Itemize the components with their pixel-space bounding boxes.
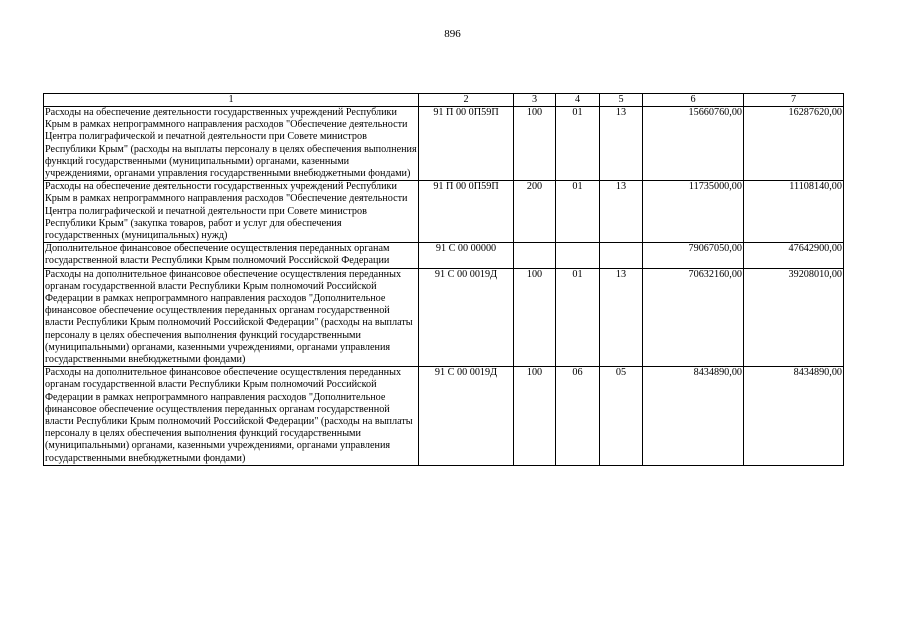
page-number: 896 [444, 28, 461, 40]
header-col-7: 7 [744, 94, 844, 107]
amount-col-6-cell: 70632160,00 [643, 268, 744, 367]
amount-col-7-cell: 39208010,00 [744, 268, 844, 367]
header-col-5: 5 [600, 94, 643, 107]
table-row [44, 181, 844, 243]
section-cell: 01 [556, 268, 600, 367]
header-col-4: 4 [556, 94, 600, 107]
subsection-cell: 13 [600, 181, 643, 243]
amount-col-7-cell: 16287620,00 [744, 107, 844, 181]
target-code-cell: 91 С 00 0019Д [419, 268, 514, 367]
table-row [44, 367, 844, 466]
budget-table [43, 93, 844, 466]
header-col-6: 6 [643, 94, 744, 107]
table-row [44, 268, 844, 367]
header-col-1: 1 [44, 94, 419, 107]
expense-name-cell: Расходы на обеспечение деятельности государственных учреждений Республики Крым в рамках непрограммного направления расходов "Обеспечение деятельности Центра полиграфической и печатной деятельности при Совете министров Республики Крым" (расходы на выплаты персоналу в целях обеспечения выполнения функций государственными (муниципальными) органами, казенными учреждениями, органами управления государственными внебюджетными фондами) [45, 107, 417, 180]
amount-col-7-cell: 47642900,00 [744, 243, 844, 268]
expense-type-cell [514, 243, 556, 268]
header-col-2: 2 [419, 94, 514, 107]
table-row [44, 243, 844, 268]
section-cell: 06 [556, 367, 600, 466]
amount-col-7-cell: 11108140,00 [744, 181, 844, 243]
header-col-3: 3 [514, 94, 556, 107]
table-row [44, 107, 844, 181]
subsection-cell: 13 [600, 107, 643, 181]
expense-type-cell: 200 [514, 181, 556, 243]
table-header-row [44, 94, 844, 107]
expense-name-cell: Расходы на обеспечение деятельности государственных учреждений Республики Крым в рамках непрограммного направления расходов "Обеспечение деятельности Центра полиграфической и печатной деятельности при Совете министров Республики Крым" (закупка товаров, работ и услуг для обеспечения государственных (муниципальных) нужд) [44, 181, 419, 243]
target-code-cell: 91 П 00 0П59П [419, 181, 514, 243]
amount-col-6-cell: 11735000,00 [643, 181, 744, 243]
target-code-cell: 91 П 00 0П59П [419, 107, 514, 181]
section-cell: 01 [556, 107, 600, 181]
amount-col-6-cell: 15660760,00 [643, 107, 744, 181]
expense-name-cell: Дополнительное финансовое обеспечение осуществления переданных органам государственной власти Республики Крым полномочий Российской Федерации [44, 243, 419, 268]
amount-col-6-cell: 8434890,00 [643, 367, 744, 466]
expense-type-cell: 100 [514, 107, 556, 181]
amount-col-6-cell: 79067050,00 [643, 243, 744, 268]
amount-col-7-cell: 8434890,00 [744, 367, 844, 466]
section-cell: 01 [556, 181, 600, 243]
target-code-cell: 91 С 00 00000 [419, 243, 514, 268]
expense-type-cell: 100 [514, 367, 556, 466]
expense-type-cell: 100 [514, 268, 556, 367]
subsection-cell: 05 [600, 367, 643, 466]
expense-name-cell: Расходы на дополнительное финансовое обеспечение осуществления переданных органам государственной власти Республики Крым полномочий Российской Федерации в рамках непрограммного направления расходов "Дополнительное финансовое обеспечение осуществления переданных органам государственной власти Республики Крым полномочий Российской Федерации" (расходы на выплаты персоналу в целях обеспечения выполнения функций государственными (муниципальными) органами, казенными учреждениями, органами управления государственными внебюджетными фондами) [44, 268, 419, 367]
subsection-cell [600, 243, 643, 268]
subsection-cell: 13 [600, 268, 643, 367]
target-code-cell: 91 С 00 0019Д [419, 367, 514, 466]
section-cell [556, 243, 600, 268]
expense-name-cell: Расходы на дополнительное финансовое обеспечение осуществления переданных органам государственной власти Республики Крым полномочий Российской Федерации в рамках непрограммного направления расходов "Дополнительное финансовое обеспечение осуществления переданных органам государственной власти Республики Крым полномочий Российской Федерации" (расходы на выплаты персоналу в целях обеспечения выполнения функций государственными (муниципальными) органами, казенными учреждениями, органами управления государственными внебюджетными фондами) [44, 367, 419, 466]
